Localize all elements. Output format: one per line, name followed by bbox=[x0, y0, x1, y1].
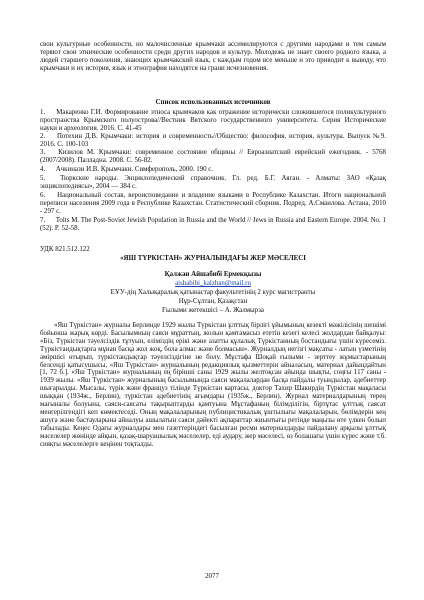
article-title: «ЯШ ТҮРКІСТАН» ЖУРНАЛЫНДАҒЫ ЖЕР МӘСЕЛЕСІ bbox=[120, 255, 306, 262]
author-email-link[interactable]: aishabibi_kalzhan@mail.ru bbox=[175, 280, 251, 287]
reference-number: 6. bbox=[40, 192, 46, 199]
body-paragraph: «Яш Түркістан» журналы Берлинде 1929 жылы Түркістан ұлттық бірлігі ұйымының кезекті мәжілісінің шешімі бойынша жарық көрді. Басылымның саяси мұраттың, жолын қамтамасыз ететін кезегі келесі жолдардан байқалуы: «Біз, Түркістан тәуелсіздік тұтуын, еліміздің ерікі және азатты құлалық Түркістанның бостандығы үшін күресеміз. Түркістандықтарға мұнан басқа жол жоқ, бола алмас және болмасын». Журналдың негізгі мақсаты - латын үзметінің әміршісі өтырып, түркістандықтар тәуелсіздігіне не болу. Мұстафа Шоқай ғылыми - зерттеу жұмыстарының белсенді қатысушысы, «Яш Түркістан» журналының редакциялық қызметтерін айналасың, материал дайындайтын [1, 72 б.]. «Яш Түркістан» журналының ең бірінші саны 1929 жылы желтоқсан айында шықты, соңғы 117 саны - 1939 жылы. «Яш Түркістан» журналының басылымында саяси мақалалардан басқа пайдалы туындылар, әдебиеттер шығарылды. Мысалы, түрік және француз тілінде Түркістан картасы, доктор Тахир Шакирдің Түркістан мақаласы шыққан (1934ж., Берлин), түркістан әдебиетінің ағымдары (1935ж., Берлин). Журнал материалдарының терең мағыналы болуына, саяси-саясаты тақырыптарды қамтуына Мұстафаның білімділігін, біртұтас ұлттық саясат менгерілгендігі кеп көмектеседі. Оның мақалаларының публицистикалық ұштылығы мақалаларын, бөлімдерін кең ашуға және бастауларына айналуы ашылатын саяси дәйекті ақпараттар жиынтығы ретінде маңызы өте үлкен болып табылады. Кеңес Одағы журналдары мен газеттеріндегі басылған ресми материалдарды пайдалану арқылы ұлттық мәселелер жөнінде айқын, қазақ-шаруашылық мәселелер, еді аудару, жер мәселесі, өз болашағы үшін күрес және т.б. сияқты мәселелерге кеңінен тоқталды. bbox=[40, 322, 386, 448]
author-email[interactable] bbox=[40, 280, 386, 288]
reference-text: Кизилов М. Крымчаки: современное состояние общины // Евроазиатский еврейский ежегодник. - 5768 (2007/2008). Палладна. 2008. С. 56-82. bbox=[40, 149, 386, 164]
intro-paragraph: свои культурные особенности, но малочисленные крымчаки ассимилируются с другими народами и тем самым теряют свои этнические особенности среди других народов и культур. Молодежь не знает своего родного языка, а людей старшего поколения, знающих крымчакский язык, с каждым годом все меньше и это приводит к выводу, что крымчаки и их история, язык и этнография находятся на грани исчезновения. bbox=[40, 41, 386, 72]
reference-text: Макаренко Г.И. Формирование этноса крымчаков как отражение исторически сложившегося поликультурного пространства Крымского полуострова//Вестник Вятского государственного университета. Серия Исторические науки и археология. 2016. С. 41-45 bbox=[40, 109, 386, 132]
reference-item bbox=[40, 166, 386, 174]
author-name: Қалжан Айшабибі Ермекқызы bbox=[164, 271, 262, 278]
reference-text: Тюркские народы. Энциклопедический справочник. Гл. ред. Б.Г. Аяган. - Алматы: ЗАО «Қазақ энциклопедиясы», 2004 — 384 с. bbox=[40, 175, 386, 190]
references-heading: Список использованных источников bbox=[155, 99, 271, 106]
reference-text: Потехин Д.В. Крымчаки: история и современность//Общество: философия, история, культура. Выпуск №9. 2016. С. 100-103 bbox=[40, 133, 386, 148]
reference-item bbox=[40, 149, 386, 165]
supervisor: Ғылыми жетекшісі – А. Жалмырза bbox=[162, 307, 264, 314]
author-affiliation: ЕҰУ-дің Халықаралық қатынастар факультетінің 2 курс магистранты bbox=[110, 289, 316, 296]
reference-item bbox=[40, 217, 386, 233]
reference-item bbox=[40, 133, 386, 149]
reference-text: Tolts M. The Post-Soviet Jewish Population in Russia and the World // Jews in Russia and Eastern Europe. 2004. No. 1 (52). P. 52-58. bbox=[40, 217, 386, 232]
reference-number: 7. bbox=[40, 217, 46, 224]
reference-number: 2. bbox=[40, 133, 46, 140]
reference-item bbox=[40, 175, 386, 191]
reference-number: 4. bbox=[40, 166, 46, 173]
udc-code: УДК 821.512.122 bbox=[40, 246, 90, 253]
reference-text: Ачкинази И.В. Крымчаки. Симферополь, 2000. 190 с. bbox=[55, 166, 214, 173]
reference-item bbox=[40, 192, 386, 216]
reference-number: 1. bbox=[40, 109, 46, 116]
reference-item bbox=[40, 109, 386, 133]
reference-number: 3. bbox=[40, 149, 46, 156]
reference-number: 5. bbox=[40, 175, 46, 182]
page-number: 2077 bbox=[205, 573, 219, 580]
author-city: Нұр-Сұлтан, Қазақстан bbox=[178, 298, 248, 305]
reference-text: Национальный состав, вероисповедание и владение языками в Республике Казахстан. Итоги национальной переписи населения 2009 года в Республике Казахстан. Статистический сборник. Подред. А.Смаилова. Астана, 2010 - 297 с. bbox=[40, 192, 386, 215]
